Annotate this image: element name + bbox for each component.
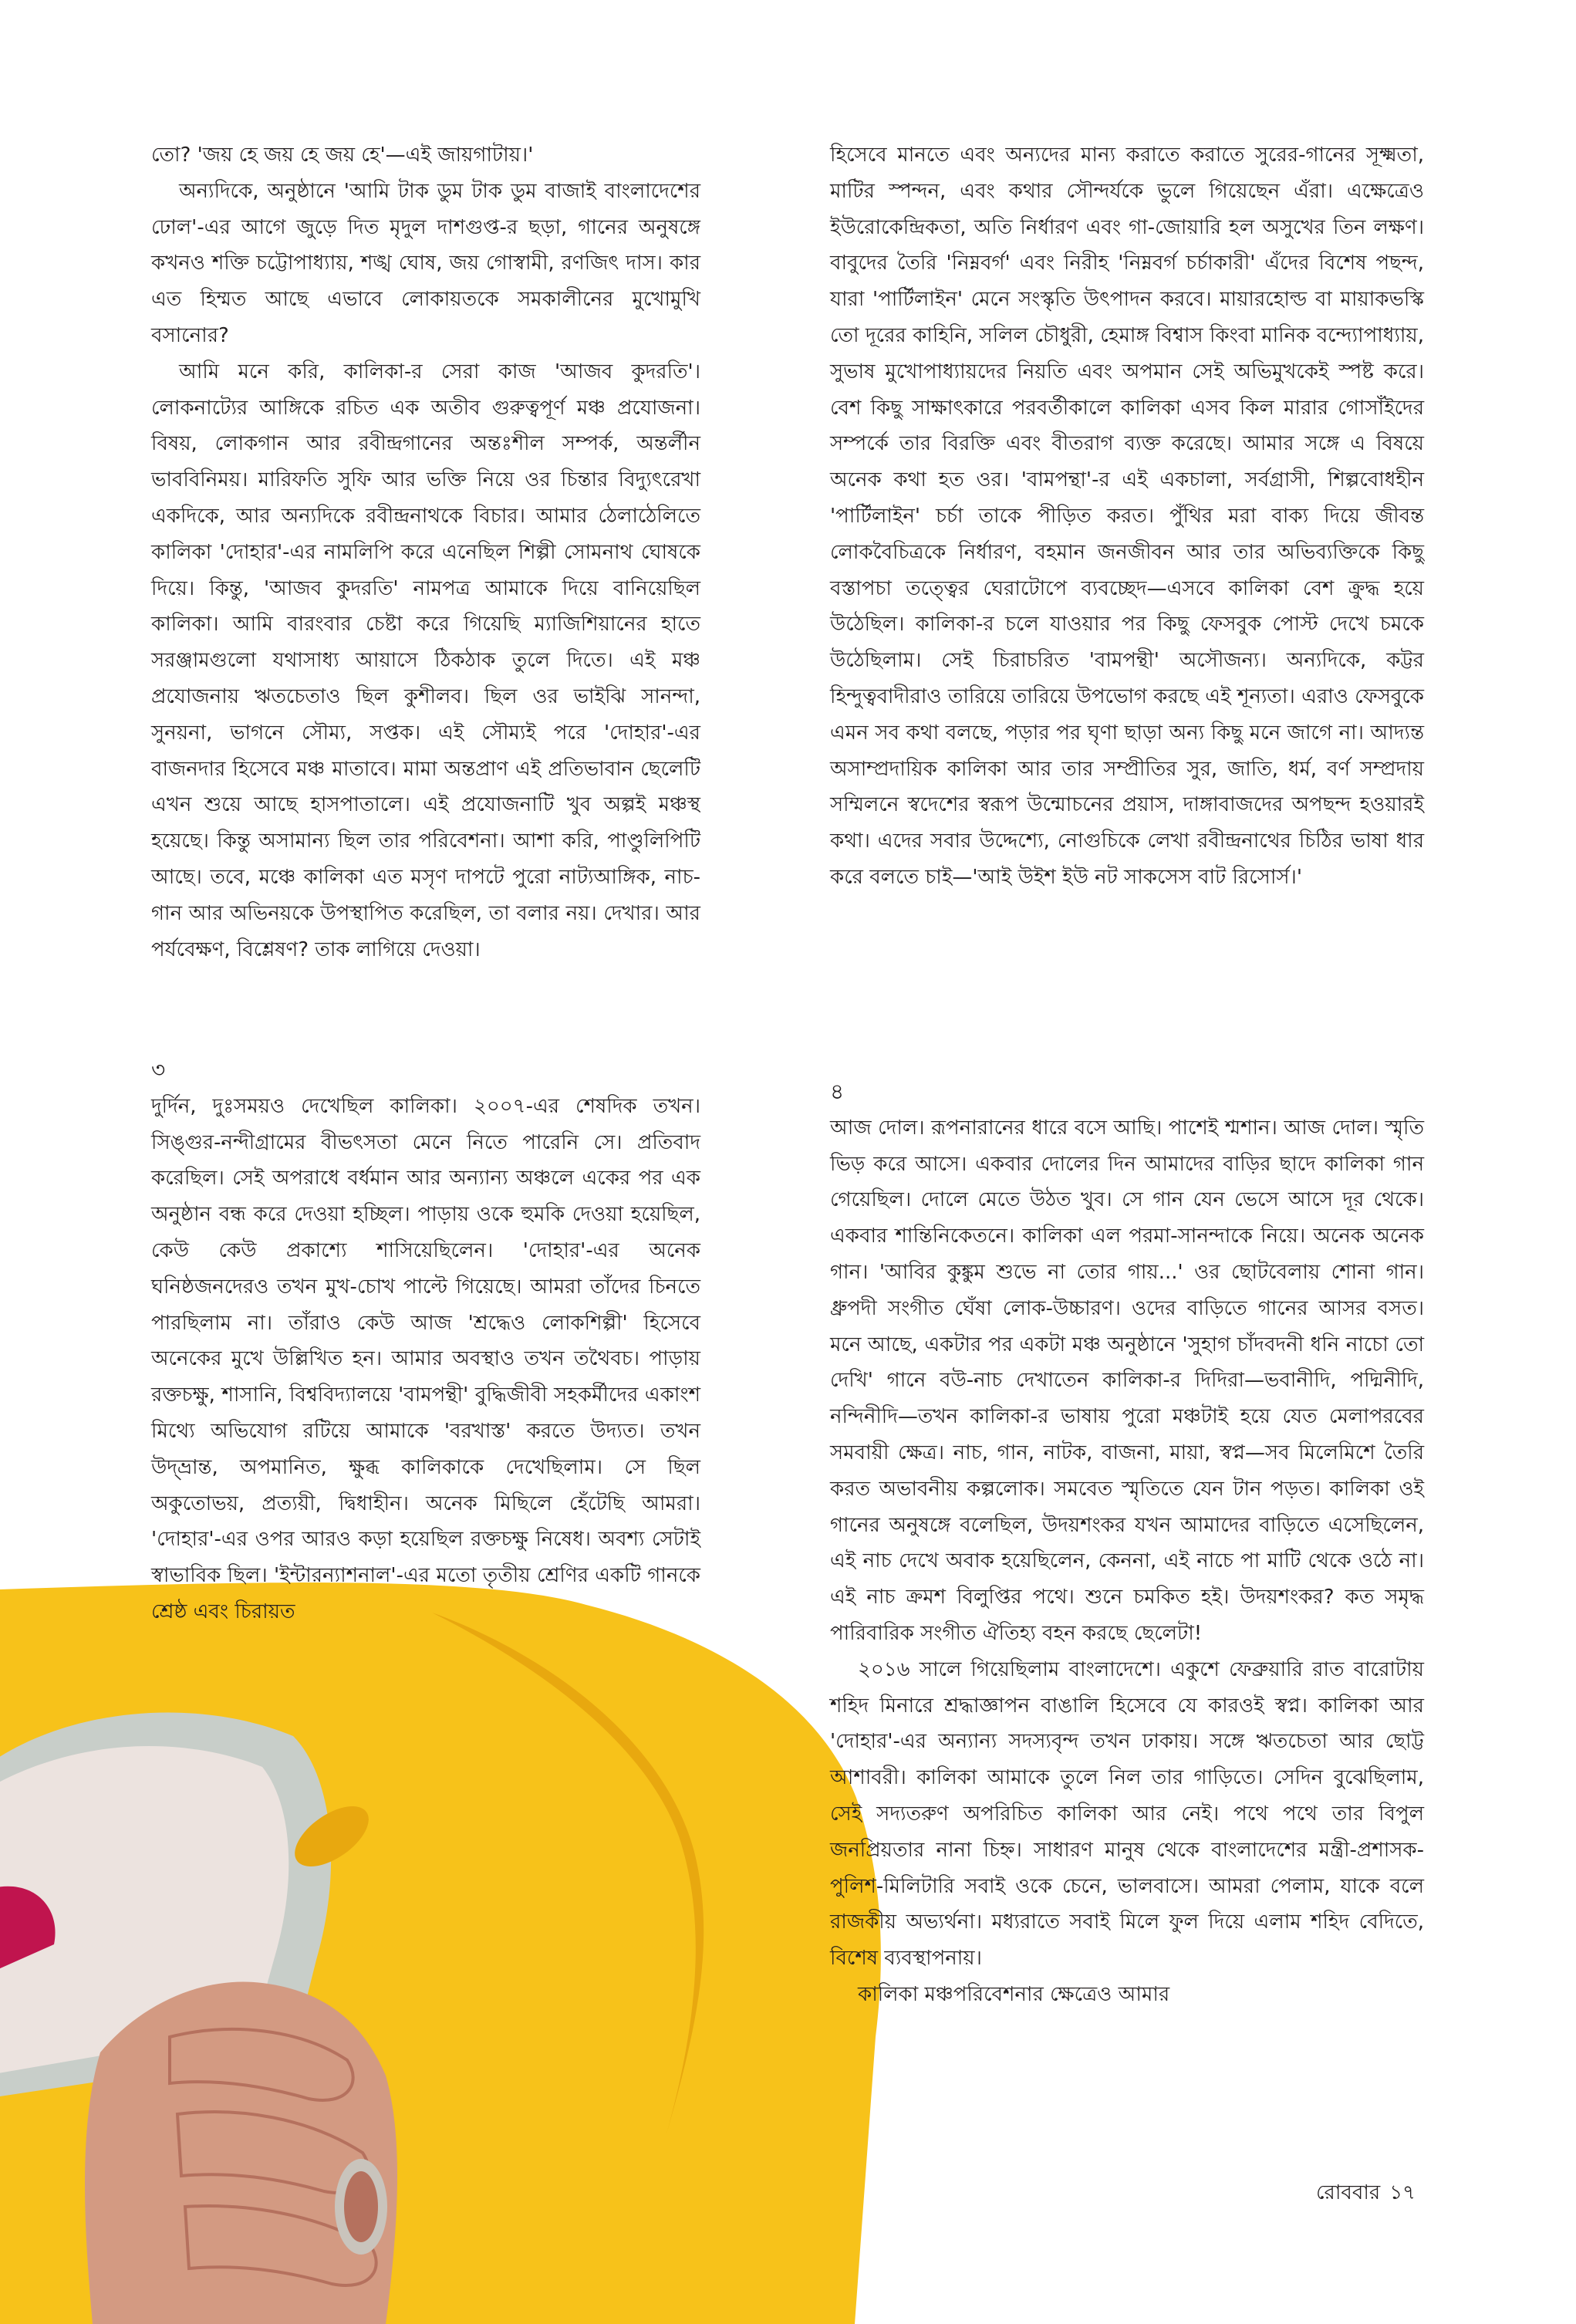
- paragraph: কালিকা মঞ্চপরিবেশনার ক্ষেত্রেও আমার: [858, 1982, 1170, 2006]
- paragraph: দুর্দিন, দুঃসময়ও দেখেছিল কালিকা। ২০০৭-এর শেষদিক তখন। সিঙ্গুর-নন্দীগ্রামের বীভৎসতা মেনে নিতে পারেনি সে। প্রতিবাদ করেছিল। সেই অপরাধে বর্ধমান আর অন্যান্য অঞ্চলে একের পর এক অনুষ্ঠান বন্ধ করে দেওয়া হচ্ছিল। পাড়ায় ওকে হুমকি দেওয়া হয়েছিল, কেউ কেউ প্রকাশ্যে শাসিয়েছিলেন। 'দোহার'-এর অনেক ঘনিষ্ঠজনদেরও তখন মুখ-চোখ পাল্টে গিয়েছে। আমরা তাঁদের চিনতে পারছিলাম না। তাঁরাও কেউ আজ 'শ্রদ্ধেও লোকশিল্পী' হিসেবে অনেকের মুখে উল্লিখিত হন। আমার অবস্থাও তখন তথৈবচ। পাড়ায় রক্তচক্ষু, শাসানি, বিশ্ববিদ্যালয়ে 'বামপন্থী' বুদ্ধিজীবী সহকর্মীদের একাংশ মিথ্যে অভিযোগ রটিয়ে আমাকে 'বরখাস্ত' করতে উদ্যত। তখন উদ্‌ভ্রান্ত, অপমানিত, ক্ষুব্ধ কালিকাকে দেখেছিলাম। সে ছিল অকুতোভয়, প্রত্যয়ী, দ্বিধাহীন। অনেক মিছিলে হেঁটেছি আমরা। 'দোহার'-এর ওপর আরও কড়া হয়েছিল রক্তচক্ষু নিষেধ। অবশ্য সেটাই স্বাভাবিক ছিল। 'ইন্টারন্যাশনাল'-এর মতো তৃতীয় শ্রেণির একটি গানকে শ্রেষ্ঠ এবং চিরায়ত: [151, 1094, 700, 1623]
- paragraph: তো? 'জয় হে জয় হে জয় হে'—এই জায়গাটায়।': [151, 144, 534, 167]
- paragraph: অন্যদিকে, অনুষ্ঠানে 'আমি টাক ডুম টাক ডুম বাজাই বাংলাদেশের ঢোল'-এর আগে জুড়ে দিত মৃদুল দাশগুপ্ত-র ছড়া, গানের অনুষঙ্গে কখনও শক্তি চট্টোপাধ্যায়, শঙ্খ ঘোষ, জয় গোস্বামী, রণজিৎ দাস। কার এত হিম্মত আছে এভাবে লোকায়তকে সমকালীনের মুখোমুখি বসানোর?: [151, 179, 700, 347]
- paragraph: ২০১৬ সালে গিয়েছিলাম বাংলাদেশে। একুশে ফেব্রুয়ারি রাত বারোটায় শহিদ মিনারে শ্রদ্ধাজ্ঞাপন বাঙালি হিসেবে যে কারওই স্বপ্ন। কালিকা আর 'দোহার'-এর অন্যান্য সদস্যবৃন্দ তখন ঢাকায়। সঙ্গে ঋতচেতা আর ছোট্ট আশাবরী। কালিকা আমাকে তুলে নিল তার গাড়িতে। সেদিন বুঝেছিলাম, সেই সদ্যতরুণ অপরিচিত কালিকা আর নেই। পথে পথে তার বিপুল জনপ্রিয়তার নানা চিহ্ন। সাধারণ মানুষ থেকে বাংলাদেশের মন্ত্রী-প্রশাসক-পুলিশ-মিলিটারি সবাই ওকে চেনে, ভালবাসে। আমরা পেলাম, যাকে বলে রাজকীয় অভ্যর্থনা। মধ্যরাতে সবাই মিলে ফুল দিয়ে এলাম শহিদ বেদিতে, বিশেষ ব্যবস্থাপনায়।: [830, 1657, 1424, 1971]
- paragraph: আমি মনে করি, কালিকা-র সেরা কাজ 'আজব কুদরতি'। লোকনাট্যের আঙ্গিকে রচিত এক অতীব গুরুত্বপূর্ণ মঞ্চ প্রযোজনা। বিষয়, লোকগান আর রবীন্দ্রগানের অন্তঃশীল সম্পর্ক, অন্তর্লীন ভাববিনিময়। মারিফতি সুফি আর ভক্তি নিয়ে ওর চিন্তার বিদ্যুৎরেখা একদিকে, আর অন্যদিকে রবীন্দ্রনাথকে বিচার। আমার ঠেলাঠেলিতে কালিকা 'দোহার'-এর নামলিপি করে এনেছিল শিল্পী সোমনাথ ঘোষকে দিয়ে। কিন্তু, 'আজব কুদরতি' নামপত্র আমাকে দিয়ে বানিয়েছিল কালিকা। আমি বারংবার চেষ্টা করে গিয়েছি ম্যাজিশিয়ানের হাতে সরঞ্জামগুলো যথাসাধ্য আয়াসে ঠিকঠাক তুলে দিতে। এই মঞ্চ প্রযোজনায় ঋতচেতাও ছিল কুশীলব। ছিল ওর ভাইঝি সানন্দা, সুনয়না, ভাগনে সৌম্য, সপ্তক। এই সৌম্যই পরে 'দোহার'-এর বাজনদার হিসেবে মঞ্চ মাতাবে। মামা অন্তপ্রাণ এই প্রতিভাবান ছেলেটি এখন শুয়ে আছে হাসপাতালে। এই প্রযোজনাটি খুব অল্পই মঞ্চস্থ হয়েছে। কিন্তু অসামান্য ছিল তার পরিবেশনা। আশা করি, পাণ্ডুলিপিটি আছে। তবে, মঞ্চে কালিকা এত মসৃণ দাপটে পুরো নাট্যআঙ্গিক, নাচ-গান আর অভিনয়কে উপস্থাপিত করেছিল, তা বলার নয়। দেখার। আর পর্যবেক্ষণ, বিশ্লেষণ? তাক লাগিয়ে দেওয়া।: [151, 360, 700, 961]
- section-4: [830, 1074, 1424, 2013]
- hand: [85, 1981, 397, 2324]
- page-folio: [1316, 2180, 1416, 2205]
- paragraph: হিসেবে মানতে এবং অন্যদের মান্য করাতে করাতে সুরের-গানের সূক্ষ্মতা, মাটির স্পন্দন, এবং কথার সৌন্দর্যকে ভুলে গিয়েছেন এঁরা। এক্ষেত্রেও ইউরোকেন্দ্রিকতা, অতি নির্ধারণ এবং গা-জোয়ারি হল অসুখের তিন লক্ষণ। বাবুদের তৈরি 'নিম্নবর্গ' এবং নিরীহ 'নিম্নবর্গ চর্চাকারী' এঁদের বিশেষ পছন্দ, যারা 'পার্টিলাইন' মেনে সংস্কৃতি উৎপাদন করবে। মায়ারহোল্ড বা মায়াকভস্কি তো দূরের কাহিনি, সলিল চৌধুরী, হেমাঙ্গ বিশ্বাস কিংবা মানিক বন্দ্যোপাধ্যায়, সুভাষ মুখোপাধ্যায়দের নিয়তি এবং অপমান সেই অভিমুখকেই স্পষ্ট করে। বেশ কিছু সাক্ষাৎকারে পরবর্তীকালে কালিকা এসব কিল মারার গোসাঁইদের সম্পর্কে তার বিরক্তি এবং বীতরাগ ব্যক্ত করেছে। আমার সঙ্গে এ বিষয়ে অনেক কথা হত ওর। 'বামপন্থা'-র এই একচালা, সর্বগ্রাসী, শিল্পবোধহীন 'পার্টিলাইন' চর্চা তাকে পীড়িত করত। পুঁথির মরা বাক্য দিয়ে জীবন্ত লোকবৈচিত্রকে নির্ধারণ, বহমান জনজীবন আর তার অভিব্যক্তিকে কিছু বস্তাপচা তত্ত্বের ঘেরাটোপে ব্যবচ্ছেদ—এসবে কালিকা বেশ ক্রুদ্ধ হয়ে উঠেছিল। কালিকা-র চলে যাওয়ার পর কিছু ফেসবুক পোস্ট দেখে চমকে উঠেছিলাম। সেই চিরাচরিত 'বামপন্থী' অসৌজন্য। অন্যদিকে, কট্টর হিন্দুত্ববাদীরাও তারিয়ে তারিয়ে উপভোগ করছে এই শূন্যতা। এরাও ফেসবুকে এমন সব কথা বলছে, পড়ার পর ঘৃণা ছাড়া অন্য কিছু মনে জাগে না। আদ্যন্ত অসাম্প্রদায়িক কালিকা আর তার সম্প্রীতির সুর, জাতি, ধর্ম, বর্ণ সম্প্রদায় সম্মিলনে স্বদেশের স্বরূপ উন্মোচনের প্রয়াস, দাঙ্গাবাজদের অপছন্দ হওয়ারই কথা। এদের সবার উদ্দেশ্যে, নোগুচিকে লেখা রবীন্দ্রনাথের চিঠির ভাষা ধার করে বলতে চাই—'আই উইশ ইউ নট সাকসেস বাট রিসোর্স।': [830, 144, 1424, 889]
- section-number: ৩: [151, 1057, 166, 1083]
- magazine-name: রোববার: [1316, 2181, 1381, 2204]
- paragraph: আজ দোল। রূপনারানের ধারে বসে আছি। পাশেই শ্মশান। আজ দোল। স্মৃতি ভিড় করে আসে। একবার দোলের দিন আমাদের বাড়ির ছাদে কালিকা গান গেয়েছিল। দোলে মেতে উঠত খুব। সে গান যেন ভেসে আসে দূর থেকে। একবার শান্তিনিকেতনে। কালিকা এল পরমা-সানন্দাকে নিয়ে। অনেক অনেক গান। 'আবির কুঙ্কুম শুভে না তোর গায়...' ওর ছোটবেলায় শোনা গান। ধ্রুপদী সংগীত ঘেঁষা লোক-উচ্চারণ। ওদের বাড়িতে গানের আসর বসত। মনে আছে, একটার পর একটা মঞ্চ অনুষ্ঠানে 'সুহাগ চাঁদবদনী ধনি নাচো তো দেখি' গানে বউ-নাচ দেখাতেন কালিকা-র দিদিরা—ভবানীদি, পদ্মিনীদি, নন্দিনীদি—তখন কালিকা-র ভাষায় পুরো মঞ্চটাই হয়ে যেত মেলাপরবের সমবায়ী ক্ষেত্র। নাচ, গান, নাটক, বাজনা, মায়া, স্বপ্ন—সব মিলেমিশে তৈরি করত অভাবনীয় কল্পলোক। সমবেত স্মৃতিতে যেন টান পড়ত। কালিকা ওই গানের অনুষঙ্গে বলেছিল, উদয়শংকর যখন আমাদের বাড়িতে এসেছিলেন, এই নাচ দেখে অবাক হয়েছিলেন, কেননা, এই নাচে পা মাটি থেকে ওঠে না। এই নাচ ক্রমশ বিলুপ্তির পথে। শুনে চমকিত হই। উদয়শংকর? কত সমৃদ্ধ পারিবারিক সংগীত ঐতিহ্য বহন করছে ছেলেটা!: [830, 1116, 1424, 1645]
- section-number: ৪: [830, 1079, 845, 1104]
- page-number: ১৭: [1389, 2181, 1416, 2204]
- section-3: [151, 1052, 700, 1630]
